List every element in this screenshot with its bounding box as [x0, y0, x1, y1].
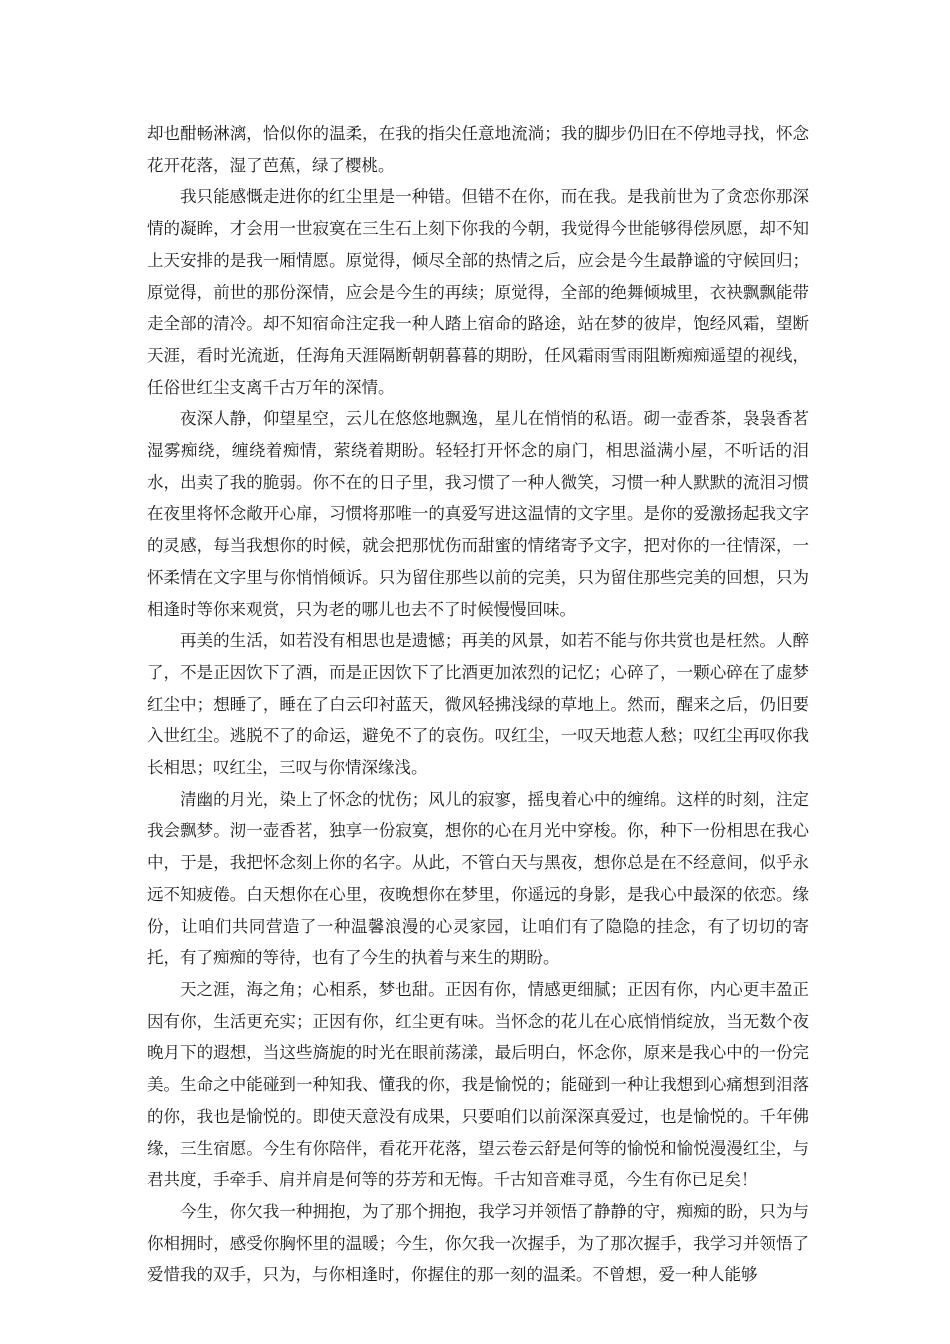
paragraph-2: 我只能感慨走进你的红尘里是一种错。但错不在你，而在我。是我前世为了贪恋你那深情的凝眸，才会用一世寂寞在三生石上刻下你我的今朝，我觉得今世能够得偿夙愿，却不知上天安排的是我一厢情愿。原觉得，倾尽全部的热情之后，应会是今生最静谧的守候回归；原觉得，前世的那份深情，应会是今生的再续；原觉得，全部的绝舞倾城里，衣袂飘飘能带走全部的清冷。却不知宿命注定我一种人踏上宿命的路途，站在梦的彼岸，饱经风霜，望断天涯，看时光流逝，任海角天涯隔断朝朝暮暮的期盼，任风霜雨雪雨阻断痴痴遥望的视线，任俗世红尘支离千古万年的深情。 — [147, 187, 809, 397]
paragraph-3: 夜深人静，仰望星空，云儿在悠悠地飘逸，星儿在悄悄的私语。砌一壶香茶，袅袅香茗湿雾痴绕，缠绕着痴情，萦绕着期盼。轻轻打开怀念的扇门，相思溢满小屋，不听话的泪水，出卖了我的脆弱。你不在的日子里，我习惯了一种人微笑，习惯一种人默默的流泪习惯在夜里将怀念敞开心扉，习惯将那唯一的真爱写进这温情的文字里。是你的爱激扬起我文字的灵感，每当我想你的时候，就会把那忧伤而甜蜜的情绪寄予文字，把对你的一往情深，一怀柔情在文字里与你悄悄倾诉。只为留住那些以前的完美，只为留住那些完美的回想，只为相逢时等你来观赏，只为老的哪儿也去不了时候慢慢回味。 — [147, 409, 809, 619]
paragraph-5: 清幽的月光，染上了怀念的忧伤；风儿的寂寥，摇曳着心中的缠绵。这样的时刻，注定我会飘梦。沏一壶香茗，独享一份寂寞，想你的心在月光中穿梭。你，种下一份相思在我心中，于是，我把怀念刻上你的名字。从此，不管白天与黑夜，想你总是在不经意间，似乎永远不知疲倦。白天想你在心里，夜晚想你在梦里，你遥远的身影，是我心中最深的依恋。缘份，让咱们共同营造了一种温馨浪漫的心灵家园，让咱们有了隐隐的挂念，有了切切的寄托，有了痴痴的等待，也有了今生的执着与来生的期盼。 — [147, 789, 809, 968]
document-body — [147, 118, 809, 1291]
paragraph-7: 今生，你欠我一种拥抱，为了那个拥抱，我学习并领悟了静静的守，痴痴的盼，只为与你相拥时，感受你胸怀里的温暖；今生，你欠我一次握手，为了那次握手，我学习并领悟了爱惜我的双手，只为，与你相逢时，你握住的那一刻的温柔。不曾想，爱一种人能够 — [147, 1201, 809, 1285]
paragraph-1: 却也酣畅淋漓，恰似你的温柔，在我的指尖任意地流淌；我的脚步仍旧在不停地寻找，怀念花开花落，湿了芭蕉，绿了樱桃。 — [147, 124, 809, 175]
paragraph-6: 天之涯，海之角；心相系，梦也甜。正因有你，情感更细腻；正因有你，内心更丰盈正因有你，生活更充实；正因有你，红尘更有味。当怀念的花儿在心底悄悄绽放，当无数个夜晚月下的遐想，当这些旖旎的时光在眼前荡漾，最后明白，怀念你，原来是我心中的一份完美。生命之中能碰到一种知我、懂我的你，我是愉悦的；能碰到一种让我想到心痛想到泪落的你，我也是愉悦的。即使天意没有成果，只要咱们以前深深真爱过，也是愉悦的。千年佛缘，三生宿愿。今生有你陪伴，看花开花落，望云卷云舒是何等的愉悦和愉悦漫漫红尘，与君共度，手牵手、肩并肩是何等的芬芳和无悔。千古知音难寻觅，今生有你已足矣！ — [147, 979, 809, 1190]
paragraph-4: 再美的生活，如若没有相思也是遗憾；再美的风景，如若不能与你共赏也是枉然。人醉了，不是正因饮下了酒，而是正因饮下了比酒更加浓烈的记忆；心碎了，一颗心碎在了虚梦红尘中；想睡了，睡在了白云印衬蓝天，微风轻拂浅绿的草地上。然而，醒来之后，仍旧要入世红尘。逃脱不了的命运，避免不了的哀伤。叹红尘，一叹天地惹人愁；叹红尘再叹你我长相思；叹红尘，三叹与你情深缘浅。 — [147, 631, 809, 778]
